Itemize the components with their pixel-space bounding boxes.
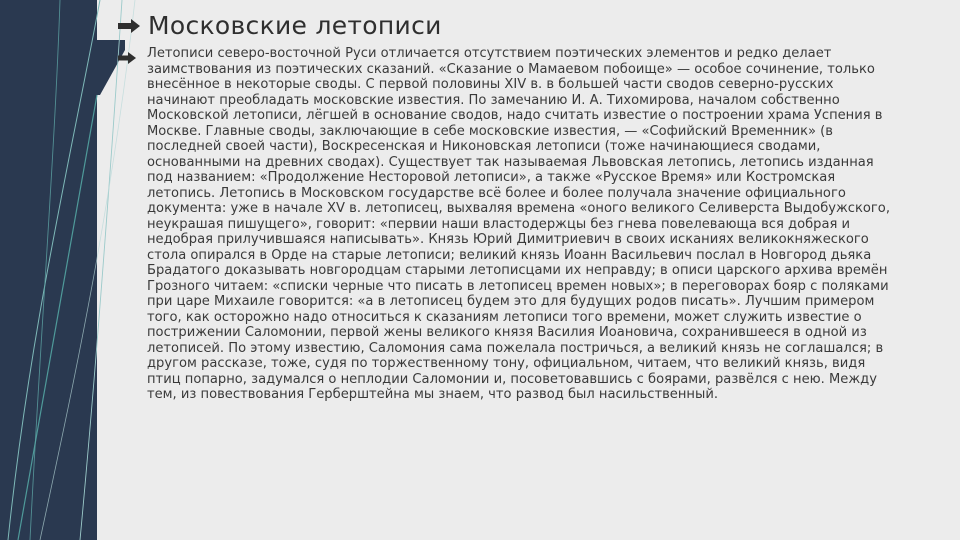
- left-banner-shape: [0, 40, 125, 95]
- deco-line-1: [18, 95, 97, 540]
- body-paragraph: Летописи северо-восточной Руси отличается отсутствием поэтических элементов и редко делает заимствования из поэтических сказаний. «Сказание о Мамаевом побоище» — особое сочинение, только внесённое в некоторые своды. С первой половины XIV в. в большей части сводов северно-русских начинают преобладать московские известия. По замечанию И. А. Тихомирова, началом собственно Московской летописи, лёгшей в основание сводов, надо считать известие о построении храма Успения в Москве. Главные своды, заключающие в себе московские известия, — «Софийский Временник» (в последней своей части), Воскресенская и Никоновская летописи (тоже начинающиеся сводами, основанными на древних сводах). Существует так называемая Львовская летопись, летопись изданная под названием: «Продолжение Несторовой летописи», а также «Русское Время» или Костромская летопись. Летопись в Московском государстве всё более и более получала значение официального документа: уже в начале XV в. летописец, выхваляя времена «оного великого Селиверста Выдобужского, неукрашая пишущего», говорит: «первии наши властодержцы без гнева повелевающа вся добрая и недобрая прилучившаяся написывать». Князь Юрий Димитриевич в своих исканиях великокняжеского стола опирался в Орде на старые летописи; великий князь Иоанн Васильевич послал в Новгород дьяка Брадатого доказывать новгородцам старыми летописцами их неправду; в описи царского архива времён Грозного читаем: «списки черные что писать в летописец времен новых»; в переговорах бояр с поляками при царе Михаиле говорится: «а в летописец будем это для будущих родов писать». Лучшим примером того, как осторожно надо относиться к сказаниям летописи того времени, может служить известие о пострижении Саломонии, первой жены великого князя Василия Иоановича, сохранившееся в одной из летописей. По этому известию, Саломония сама пожелала постричься, а великий князь не соглашался; в другом рассказе, тоже, судя по торжественному тону, официальном, читаем, что великий князь, видя птиц попарно, задумался о неплодии Саломонии и, посоветовавшись с боярами, развёлся с нею. Между тем, из повествования Герберштейна мы знаем, что развод был насильственный.: [147, 46, 890, 402]
- slide-title: Московские летописи: [148, 11, 442, 40]
- arrow-bullet-icon: [118, 19, 140, 33]
- title-row: [118, 11, 442, 40]
- arrow-bullet-icon: [118, 52, 136, 64]
